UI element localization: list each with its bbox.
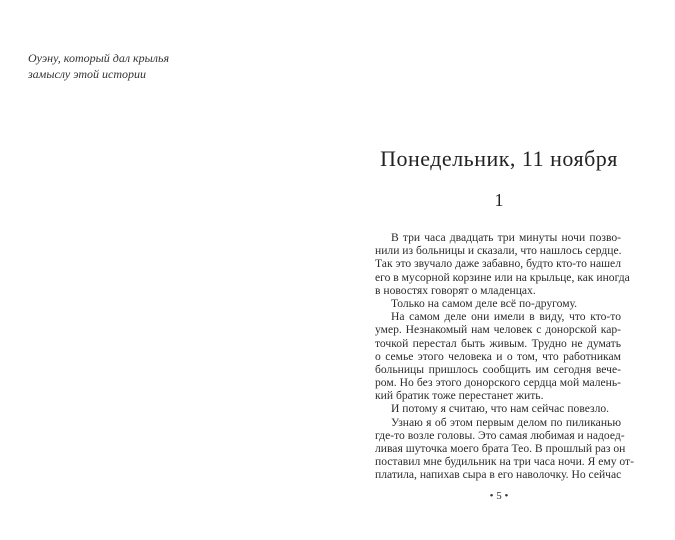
text-line: больницы пришлось сообщить им сегодня вече- <box>375 362 621 376</box>
text-line: о семье этого человека и о том, что работникам <box>375 349 621 363</box>
text-line: в новостях говорят о младенцах. <box>375 283 536 297</box>
text-line: умер. Незнакомый нам человек с донорской кар- <box>375 323 621 337</box>
body-text <box>375 231 634 482</box>
chapter-title: Понедельник, 11 ноября <box>380 146 618 171</box>
text-line: ром. Но без этого донорского сердца мой малень- <box>375 376 621 390</box>
section-number: 1 <box>494 190 504 210</box>
text-line: Узнаю я об этом первым делом по пиликанью <box>391 415 621 429</box>
text-line: нили из больницы и сказали, что нашлось сердце. <box>375 244 622 258</box>
epigraph <box>28 50 169 82</box>
text-line: кий братик тоже перестанет жить. <box>375 389 544 403</box>
epigraph-line: замыслу этой истории <box>28 67 146 81</box>
text-line: И потому я считаю, что нам сейчас повезло. <box>391 402 610 416</box>
text-line: Только на самом деле всё по-другому. <box>391 296 578 310</box>
text-line: На самом деле они имели в виду, что кто-то <box>391 310 621 324</box>
text-line: В три часа двадцать три минуты ночи позво- <box>391 231 621 244</box>
text-line: где-то возле головы. Это самая любимая и надоед- <box>375 428 625 442</box>
epigraph-line: Оуэну, который дал крылья <box>28 51 170 65</box>
text-line: поставил мне будильник на три часа ночи. Я ему от- <box>375 455 634 469</box>
text-line: его в мусорной корзине или на крыльце, как иногда <box>375 270 630 284</box>
page-number: • 5 • <box>489 490 509 502</box>
text-line: точкой перестал быть живым. Трудно не думать <box>375 336 621 350</box>
text-line: ливая шуточка моего брата Тео. В прошлый раз он <box>375 442 626 455</box>
text-line: платила, напихав сыра в его наволочку. Но сейчас <box>375 468 622 482</box>
text-line: Так это звучало даже забавно, будто кто-то нашел <box>375 257 621 271</box>
